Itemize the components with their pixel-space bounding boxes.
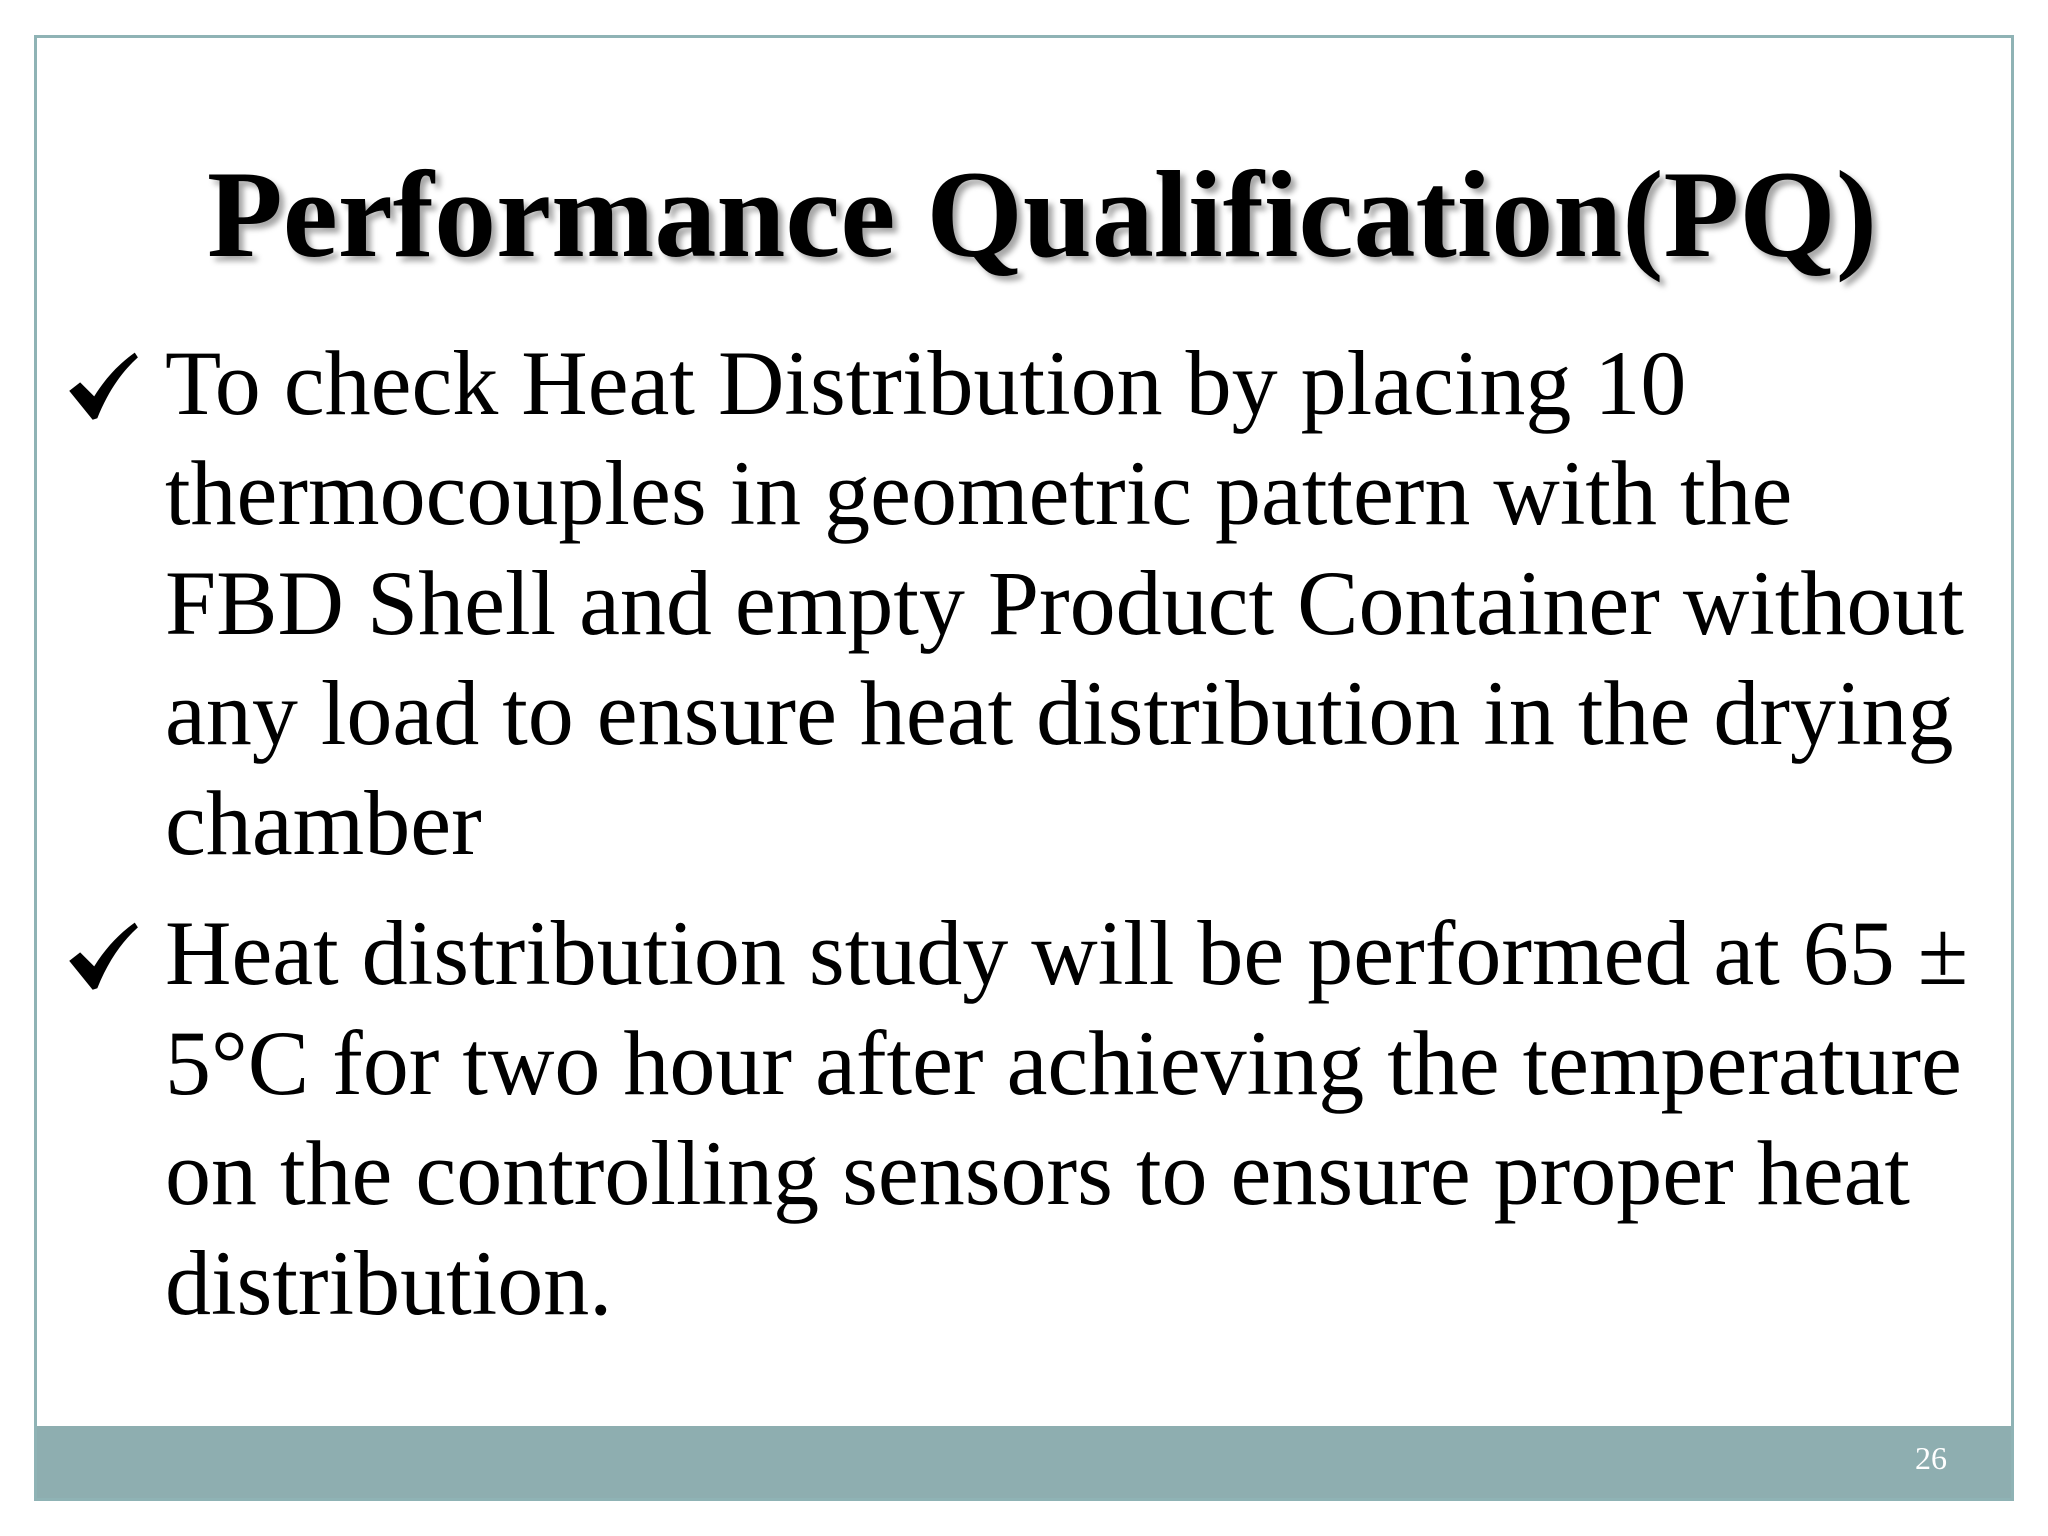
bullet-item: [63, 328, 1993, 878]
bullet-list: [63, 328, 1993, 1358]
bullet-text: Heat distribution study will be performed at 65 ± 5°C for two hour after achieving the temperature on the controlling sensors to ensure proper heat distribution.: [165, 902, 1969, 1334]
bullet-text: To check Heat Distribution by placing 10 thermocouples in geometric pattern with the FBD Shell and empty Product Container without any load to ensure heat distribution in the drying chamber: [165, 332, 1964, 874]
slide-title: Performance Qualification(PQ): [206, 146, 1878, 283]
footer-bar: [37, 1426, 2011, 1498]
check-icon: [63, 898, 153, 1008]
page-number: 26: [1915, 1440, 1947, 1476]
check-icon: [63, 328, 153, 438]
slide: [34, 35, 2014, 1501]
bullet-item: [63, 898, 1993, 1338]
